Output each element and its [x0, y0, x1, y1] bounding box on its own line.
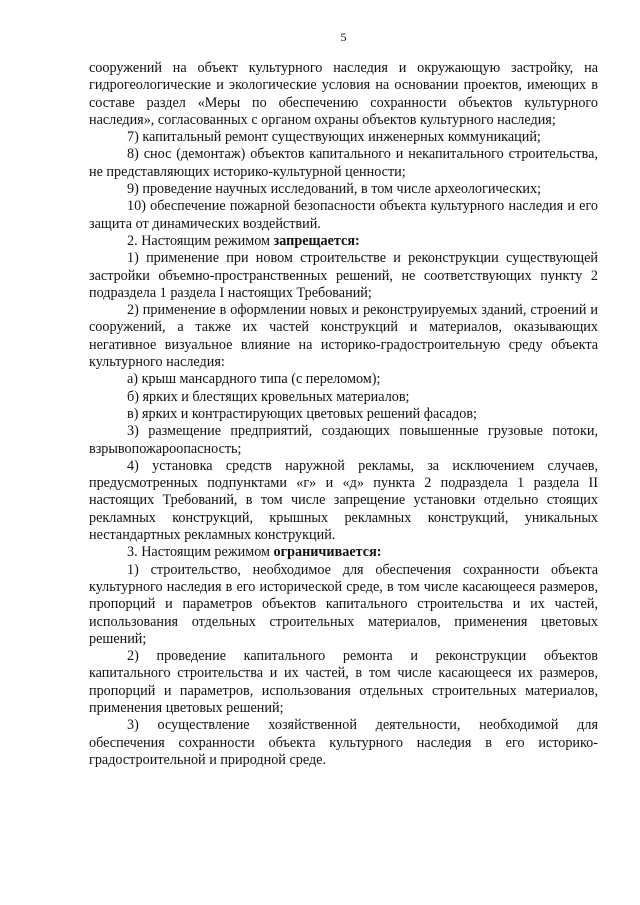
section-2-heading — [89, 233, 598, 250]
section-3-heading — [89, 544, 598, 561]
page-number: 5 — [340, 30, 347, 44]
prohibited-subitem-b: б) ярких и блестящих кровельных материалов; — [127, 388, 410, 405]
section-3-keyword: ограничивается: — [273, 544, 382, 561]
restricted-item-1: 1) строительство, необходимое для обеспечения сохранности объекта культурного наследия в его исторической среде, в том числе касающееся размеров, пропорций и параметров объектов капитального строительства и их частей, использования отдельных строительных материалов, применения цветовых решений; — [89, 561, 598, 647]
section-3-prefix: 3. Настоящим режимом — [127, 544, 274, 561]
list-item-10: 10) обеспечение пожарной безопасности объекта культурного наследия и его защита от динамических воздействий. — [89, 198, 598, 232]
restricted-item-2: 2) проведение капитального ремонта и реконструкции объектов капитального строительства и их частей, в том числе касающееся их размеров, пропорций и параметров, использования отдельных строительных материалов, применения цветовых решений; — [89, 648, 598, 716]
list-item-8: 8) снос (демонтаж) объектов капитального и некапитального строительства, не представляющих историко-культурной ценности; — [89, 146, 598, 180]
prohibited-item-1: 1) применение при новом строительстве и реконструкции существующей застройки объемно-пространственных решений, не соответствующих пункту 2 подраздела 1 раздела I настоящих Требований; — [89, 250, 598, 301]
restricted-item-3: 3) осуществление хозяйственной деятельности, необходимой для обеспечения сохранности объекта культурного наследия в его историко-градостроительной и природной среде. — [89, 717, 598, 768]
list-item-9: 9) проведение научных исследований, в том числе археологических; — [127, 181, 542, 198]
prohibited-item-4: 4) установка средств наружной рекламы, за исключением случаев, предусмотренных подпунктами «г» и «д» пункта 2 подраздела 1 раздела II настоящих Требований, в том числе запрещение установки отдельно стоящих рекламных конструкций, крышных рекламных конструкций, уникальных нестандартных рекламных конструкций. — [89, 457, 598, 544]
list-item-7: 7) капитальный ремонт существующих инженерных коммуникаций; — [127, 129, 541, 146]
prohibited-item-2: 2) применение в оформлении новых и реконструируемых зданий, строений и сооружений, а также их частей конструкций и материалов, оказывающих негативное визуальное влияние на историко-градостроительную среду объекта культурного наследия: — [89, 302, 598, 371]
prohibited-subitem-v: в) ярких и контрастирующих цветовых решений фасадов; — [127, 405, 477, 422]
section-2-keyword: запрещается: — [273, 232, 360, 249]
prohibited-item-3: 3) размещение предприятий, создающих повышенные грузовые потоки, взрывопожароопасность; — [89, 423, 598, 457]
section-2-prefix: 2. Настоящим режимом — [127, 232, 274, 249]
paragraph-continuation: сооружений на объект культурного наследия и окружающую застройку, на гидрогеологические и экологические условия на основании проектов, имеющих в составе раздел «Меры по обеспечению сохранности объектов культурного наследия», согласованных с органом охраны объектов культурного наследия; — [89, 60, 598, 128]
prohibited-subitem-a: а) крыш мансардного типа (с переломом); — [127, 371, 381, 388]
